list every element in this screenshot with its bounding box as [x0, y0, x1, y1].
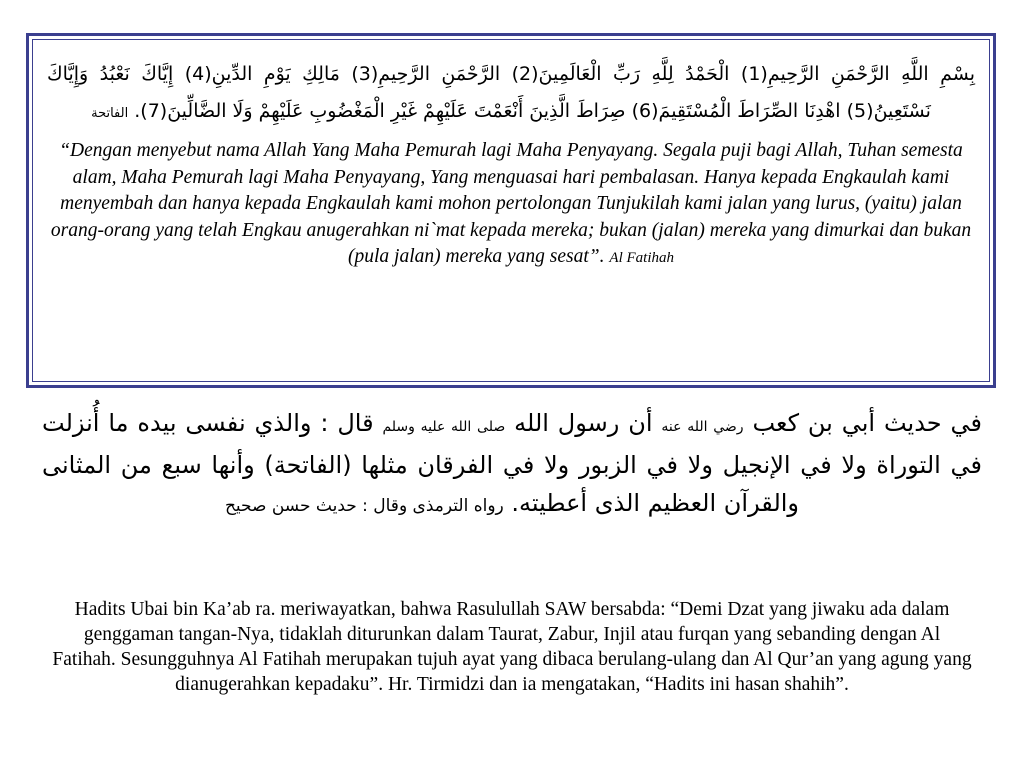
ayah-4: مَالِكِ يَوْمِ الدِّينِ [211, 63, 340, 85]
ayah-number-2: (2) [511, 63, 539, 85]
hadith-salawat: صلى الله عليه وسلم [382, 419, 506, 435]
hadith-arabic [42, 404, 982, 525]
ayah-number-5: (5) [846, 100, 874, 122]
hadith-anna-rasul: أن رسول الله [514, 409, 653, 437]
ayah-number-3: (3) [351, 63, 379, 85]
ayah-number-1: (1) [740, 63, 768, 85]
fatihah-translation-text: “Dengan menyebut nama Allah Yang Maha Pemurah lagi Maha Penyayang. Segala puji bagi Allah, Tuhan semesta alam, Maha Pemurah lagi Maha Penyayang, Yang menguasai hari pembalasan. Hanya kepada Engkaulah kami menyembah dan hanya kepada Engkaulah kami mohon pertolongan Tunjukilah kami jalan yang lurus, (yaitu) jalan orang-orang yang telah Engkau anugerahkan ni`mat kepada mereka; bukan (jalan) mereka yang dimurkai dan bukan (pula jalan) mereka yang sesat”. [50, 140, 972, 267]
ayah-5: إِيَّاكَ نَعْبُدُ وَإِيَّاكَ نَسْتَعِينُ [47, 63, 931, 122]
fatihah-arabic-text [47, 56, 975, 132]
hadith-translation: Hadits Ubai bin Ka’ab ra. meriwayatkan, bahwa Rasulullah SAW bersabda: “Demi Dzat yang jiwaku ada dalam genggaman tangan-Nya, tidaklah diturunkan dalam Taurat, Zabur, Injil atau furqan yang sebanding dengan Al Fatihah. Sesungguhnya Al Fatihah merupakan tujuh ayat yang dibaca berulang-ulang dan Al Qur’an yang agung yang dianugerahkan kepadaku”. Hr. Tirmidzi dan ia mengatakan, “Hadits ini hasan shahih”. [52, 599, 972, 695]
ayah-number-6: (6) [631, 100, 659, 122]
hadith-text: والذي نفسى بيده ما أُنزلت في التوراة ولا في الإنجيل ولا في الزبور ولا في الفرقان مثلها (الفاتحة) وأنها سبع من المثانى والقرآن العظيم الذى أعطيته. [42, 409, 982, 517]
ayah-1: بِسْمِ اللَّهِ الرَّحْمَنِ الرَّحِيمِ [767, 63, 975, 85]
fatihah-translation-source: Al Fatihah [609, 250, 674, 266]
ayah-number-4: (4) [184, 63, 212, 85]
fatihah-frame [26, 33, 996, 388]
hadith-qala: قال : [320, 409, 374, 437]
hadith-radhiyallah: رضي الله عنه [661, 419, 744, 435]
fatihah-translation [47, 138, 975, 272]
ayah-number-7: (7). [134, 100, 168, 122]
ayah-6: اهْدِنَا الصِّرَاطَ الْمُسْتَقِيمَ [658, 100, 841, 122]
ayah-2: الْحَمْدُ لِلَّهِ رَبِّ الْعَالَمِينَ [538, 63, 730, 85]
ayah-7: صِرَاطَ الَّذِينَ أَنْعَمْتَ عَلَيْهِمْ غَيْرِ الْمَغْضُوبِ عَلَيْهِمْ وَلَا الضَّالِّينَ [167, 100, 626, 122]
hadith-intro: في حديث أبي بن كعب [752, 409, 983, 437]
hadith-narration: رواه الترمذى وقال : حديث حسن صحيح [224, 496, 504, 516]
ayah-3: الرَّحْمَنِ الرَّحِيمِ [378, 63, 501, 85]
fatihah-frame-inner [32, 39, 990, 382]
surah-name: الفاتحة [91, 106, 129, 121]
